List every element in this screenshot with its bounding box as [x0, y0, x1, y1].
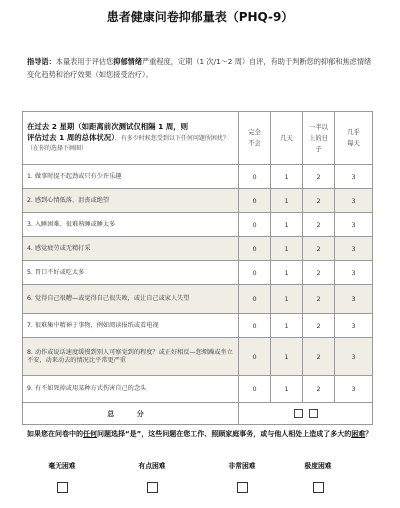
- header-question-line1: 在过去 2 星期（如距离前次测试仅相隔 1 周，则: [27, 122, 189, 131]
- question-text: 1. 做事时提不起劲或只有少许乐趣: [23, 165, 239, 189]
- header-option-more-than-half: [303, 112, 335, 165]
- table-row: [23, 261, 373, 285]
- score-option[interactable]: 0: [239, 213, 271, 237]
- difficulty-option-none: [27, 460, 97, 495]
- score-option[interactable]: 0: [239, 314, 271, 338]
- header-option-text: 完全: [248, 129, 261, 136]
- table-row: [23, 338, 373, 376]
- score-option[interactable]: 3: [335, 237, 373, 261]
- header-option-nearly-every-day: [335, 112, 373, 165]
- table-header-question: [23, 112, 239, 165]
- score-option[interactable]: 2: [303, 237, 335, 261]
- score-option[interactable]: 3: [335, 189, 373, 213]
- instructions-text-pre: 本量表用于评估您: [55, 57, 114, 66]
- total-label: 总 分: [23, 403, 239, 425]
- score-option[interactable]: 1: [271, 314, 303, 338]
- difficulty-option-very: [207, 460, 277, 495]
- question-text: 5. 胃口不好或吃太多: [23, 261, 239, 285]
- score-option[interactable]: 1: [271, 376, 303, 403]
- header-option-text: 不会: [248, 140, 261, 147]
- difficulty-options: [27, 460, 377, 500]
- difficulty-question: [27, 428, 377, 440]
- score-option[interactable]: 3: [335, 314, 373, 338]
- difficulty-option-some: [117, 460, 187, 495]
- question-text: 6. 觉得自己很糟—或觉得自己很失败，或让自己或家人失望: [23, 285, 239, 314]
- header-option-text: 一半以: [309, 123, 328, 131]
- difficulty-checkbox-none[interactable]: [57, 482, 68, 493]
- score-option[interactable]: 0: [239, 165, 271, 189]
- score-option[interactable]: 1: [271, 213, 303, 237]
- score-option[interactable]: 2: [303, 314, 335, 338]
- table-row: [23, 376, 373, 403]
- header-option-never: [239, 112, 271, 165]
- score-option[interactable]: 1: [271, 338, 303, 376]
- difficulty-checkbox-some[interactable]: [147, 482, 158, 493]
- difficulty-checkbox-very[interactable]: [237, 482, 248, 493]
- table-row: [23, 314, 373, 338]
- total-row: [23, 403, 373, 425]
- difficulty-option-label: 极度困难: [304, 462, 332, 470]
- difficulty-option-extreme: [283, 460, 353, 495]
- table-header-row: [23, 112, 373, 165]
- table-row: [23, 237, 373, 261]
- difficulty-checkbox-extreme[interactable]: [313, 482, 324, 493]
- page-title: 患者健康问卷抑郁量表（PHQ-9）: [106, 10, 294, 24]
- difficulty-question-pre: 如果您在问卷中的: [27, 430, 83, 438]
- score-option[interactable]: 0: [239, 285, 271, 314]
- score-option[interactable]: 2: [303, 376, 335, 403]
- total-box-ones[interactable]: [309, 409, 318, 418]
- table-row: [23, 213, 373, 237]
- score-option[interactable]: 1: [271, 285, 303, 314]
- score-option[interactable]: 2: [303, 213, 335, 237]
- score-option[interactable]: 0: [239, 338, 271, 376]
- header-option-text: 几天: [280, 134, 293, 142]
- score-option[interactable]: 1: [271, 237, 303, 261]
- header-question-line2: 评估过去 1 周的总体状况）: [27, 133, 115, 142]
- score-option[interactable]: 2: [303, 261, 335, 285]
- score-option[interactable]: 1: [271, 261, 303, 285]
- instructions: [27, 55, 377, 81]
- score-option[interactable]: 1: [271, 165, 303, 189]
- question-text: 4. 感觉疲劳或无精打采: [23, 237, 239, 261]
- score-option[interactable]: 3: [335, 285, 373, 314]
- header-option-several-days: [271, 112, 303, 165]
- question-text: 2. 感到心情低落、沮丧或绝望: [23, 189, 239, 213]
- instructions-label: 指导语：: [27, 57, 56, 66]
- total-box-tens[interactable]: [294, 409, 303, 418]
- score-option[interactable]: 3: [335, 376, 373, 403]
- score-option[interactable]: 3: [335, 165, 373, 189]
- question-text: 9. 有不如死掉或用某种方式伤害自己的念头: [23, 376, 239, 403]
- header-question-line3: ，有多少时候您受到以下任何问题所困扰？（在你的选择下画圈）: [27, 135, 229, 152]
- score-option[interactable]: 1: [271, 189, 303, 213]
- difficulty-option-label: 有点困难: [138, 462, 166, 470]
- score-option[interactable]: 2: [303, 338, 335, 376]
- table-row: [23, 189, 373, 213]
- total-score-field: [239, 403, 373, 425]
- score-option[interactable]: 2: [303, 285, 335, 314]
- score-option[interactable]: 0: [239, 261, 271, 285]
- header-option-text: 每天: [347, 140, 360, 147]
- difficulty-question-any: 任何: [83, 430, 97, 438]
- score-option[interactable]: 0: [239, 237, 271, 261]
- score-option[interactable]: 3: [335, 338, 373, 376]
- header-option-text: 几乎: [347, 129, 360, 136]
- score-option[interactable]: 2: [303, 165, 335, 189]
- difficulty-question-mid: 问题选择“是”，这些问题在您工作、照顾家庭事务，或与他人相处上造成了多大的: [97, 430, 352, 438]
- question-text: 8. 动作或说话速度缓慢到别人可察觉到的程度？或正好相反—您烦躁或坐立不安，动来动去的情况比平常更严重: [23, 338, 239, 376]
- table-row: [23, 165, 373, 189]
- difficulty-option-label: 毫无困难: [48, 462, 76, 470]
- score-option[interactable]: 0: [239, 189, 271, 213]
- difficulty-question-post: ？: [365, 430, 373, 438]
- table-row: [23, 285, 373, 314]
- difficulty-question-difficulty: 困难: [351, 430, 366, 438]
- score-option[interactable]: 3: [335, 213, 373, 237]
- phq9-table: [22, 111, 373, 425]
- question-text: 3. 入睡困难、很难熟睡或睡太多: [23, 213, 239, 237]
- score-option[interactable]: 0: [239, 376, 271, 403]
- question-text: 7. 很难集中精神于事物，例如阅读报纸或看电视: [23, 314, 239, 338]
- score-option[interactable]: 3: [335, 261, 373, 285]
- instructions-text-bold: 抑郁情绪: [113, 57, 143, 66]
- difficulty-option-label: 非常困难: [228, 462, 256, 470]
- header-option-text: 上的日: [309, 134, 328, 142]
- score-option[interactable]: 2: [303, 189, 335, 213]
- header-option-text: 子: [315, 145, 322, 153]
- instructions-text-post: 严重程度，定期（1 次/1～2 周）自评，有助于判断您的抑郁和焦虑情绪变化趋势和治疗效果（如您接受治疗）。: [27, 57, 372, 79]
